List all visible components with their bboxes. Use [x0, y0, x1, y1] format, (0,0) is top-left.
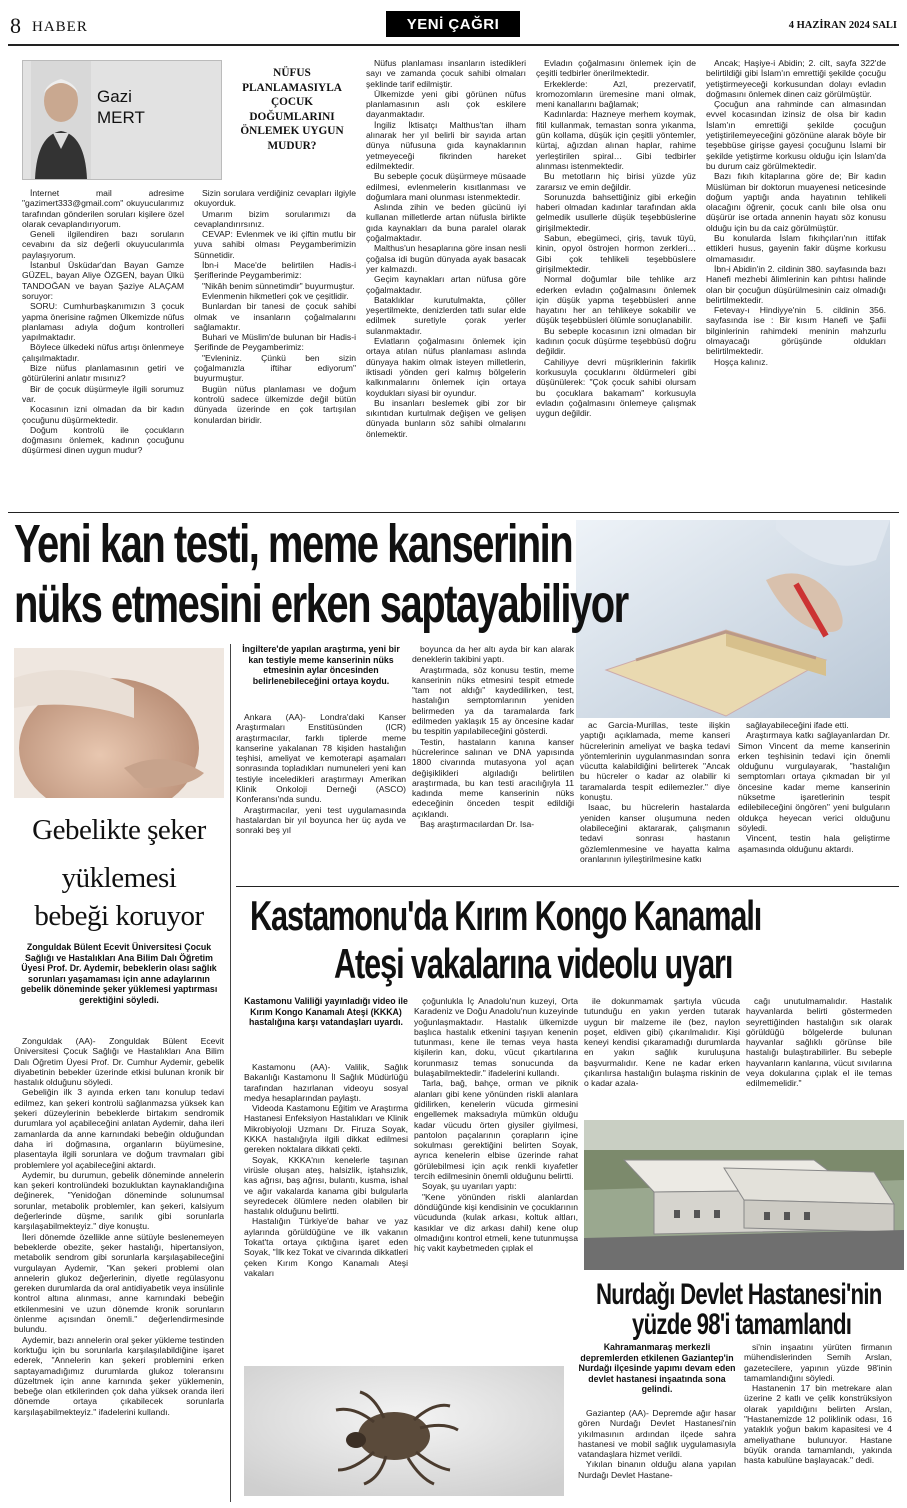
section-name: HABER — [32, 19, 88, 35]
paragraph: Gebeliğin ilk 3 ayında erken tanı konulup tedavi edilmez, kan şekeri kontrolü sağlanmazsa yüksek kan şekeri düzeylerinin bebeklerde birtakım sendromik durumlara yol açabileceğini anlatan Aydemir, daha ileri zamanlarda da anne karnındaki bebeğin olduğundan daha iri doğmasına, organların büyümesine, plasentayla ilgili sorunlara ve doğum travmaları gibi problemlere yol açabileceğini aktardı. — [14, 1087, 224, 1170]
pregnancy-headline-2: yüklemesi — [61, 862, 177, 894]
paragraph: boyunca da her altı ayda bir kan alarak deneklerin takibini yaptı. — [412, 644, 574, 665]
kkka-headline-1: Kastamonu'da Kırım Kongo Kanamalı — [250, 892, 762, 939]
kkka-col4 — [746, 996, 892, 1116]
paragraph: Araştırmacılar, yeni test uygulamasında hastalardan bir yıl boyunca her üç ayda ve sonraki beş yıl — [236, 804, 406, 836]
paragraph: Fetevay-ı Hindiyye'nin 5. cildinin 356. sayfasında ise : Bir kısım Hanefi ve Şafii bilginlerinin rahimdeki meninin mahzurlu olmayacağı görüşünde oldukları belirtilmektedir. — [706, 305, 886, 357]
paragraph: Evlenmenin hikmetleri çok ve çeşitlidir. — [202, 290, 349, 301]
hospital-headline-2: yüzde 98'i tamamlandı — [632, 1308, 852, 1341]
paragraph: İstanbul Üsküdar'dan Bayan Gamze GÜZEL, bayan Aliye ÖZGEN, bayan Ülkü TANDOĞAN ve bayan Şaziye ALAÇAM soruyor: — [22, 260, 184, 301]
paragraph: Yıkılan binanın olduğu alana yapılan Nurdağı Devlet Hastane- — [578, 1459, 736, 1480]
paragraph: Erkeklerde: Azl, prezervatif, kromozomların üremesine mani olmak, meni kanallarını bağlamak; — [536, 78, 696, 110]
paragraph: Bataklıklar kurutulmakta, çöller yeşertilmekte, denizlerden tatlı sular elde edilmek suretiyle çorak yerler sulanmaktadır. — [366, 294, 526, 336]
paragraph: Hoşça kalınız. — [714, 356, 768, 367]
newspaper-logo — [386, 11, 520, 37]
paragraph: Kadınlarda: Hazneye merhem koymak, fitil kullanmak, temastan sonra yıkanma, gün kollama, düşük için çeşitli yöntemler, kürtaj, ağızdan alınan haplar, rahime yerleştirilen spiral… Gibi tedbirler alınması istenmektedir. — [536, 109, 696, 171]
page-number: 8 — [10, 13, 21, 38]
paragraph: si'nin inşaatını yürüten firmanın mühendislerinden Semih Arslan, gazetecilere, yapının yüzde 98'inin tamamlandığını söyledi. — [744, 1342, 892, 1383]
paragraph: Tarla, bağ, bahçe, orman ve piknik alanları gibi kene yönünden riskli alanlara gidilirken, kenelerin vücuda girmesini engellemek maksadıyla mümkün olduğu kadar vücudu örten giysiler giyilmesi, pantolon paçalarının çorapların içine sokulması gerektiğini belirten Soyak, ayrıca kenelerin elbise üzerinde rahat görülebilmesi için açık renkli kıyafetler tercih edilmesinin önemli olduğunu belirtti. — [414, 1078, 578, 1182]
column-text-col3 — [366, 58, 526, 506]
cancer-col4 — [738, 720, 890, 882]
paragraph: Çocuğun ana rahminde can almasından evvel kocasından izinsiz de olsa bir kadın İslam'ın emrettiği şekilde çocuğun yetiştirilemeyeceğini gözönüne alarak böyle bir teşebbüse girişse gayesi çocuğunu İslami bir şekilde yetiştirme korkusu olduğu için İslam'da bu durum caiz görülmektedir. — [706, 99, 886, 171]
paragraph: CEVAP: Evlenmek ve iki çiftin mutlu bir yuva sahibi olması Peygamberimizin Sünnetidir. — [194, 229, 356, 260]
paragraph: Kocasının izni olmadan da bir kadın çocuğunu düşürmektedir. — [22, 404, 184, 425]
paragraph: Malthus'un hesaplarına göre insan nesli çoğalsa idi bugün dünyada ayak basacak yer kalmazdı. — [366, 243, 526, 274]
paragraph: Bize nüfus planlamasının getiri ve götürülerini anlatır mısınız? — [22, 363, 184, 384]
pregnancy-photo — [14, 648, 224, 798]
paragraph: Baş araştırmacılardan Dr. Isa- — [420, 819, 535, 830]
paragraph: Sorunuzda bahsettiğiniz gibi erkeğin haberi olmadan kadınlar tarafından akla gelmedik usullerle düşük teşebbüslerine girişilmektedir. — [536, 191, 696, 233]
column-text-col5 — [706, 58, 886, 506]
pregnancy-headline-3: bebeği koruyor — [34, 900, 204, 932]
author-first-name: Gazi — [97, 87, 132, 106]
paragraph: Hastalığın Türkiye'de bahar ve yaz aylarında görüldüğüne ve ilk vakanın Tokat'ta ortaya çıktığına işaret eden Soyak, "İlk kez Tokat ve civarında dikkatleri çeken Kırım Kongo Kanamalı Ateşi vakaları — [244, 1216, 408, 1278]
paragraph: Bir de çocuk düşürmeyle ilgili sorumuz var. — [22, 383, 184, 404]
issue-date: 4 HAZİRAN 2024 SALI — [788, 20, 897, 31]
paragraph: ac Garcia-Murillas, teste ilişkin yaptığı açıklamada, meme kanseri hücrelerinin ameliyat ve başka tedavi yöntemlerinin uygulanmasından sonra vücutta kalabildiğini belirterek "Ancak bu hücreler o kadar az olabilir ki taramalarda tespit edilemezler." diye konuştu. — [580, 720, 730, 803]
kkka-col1 — [244, 1062, 408, 1360]
paragraph: Aydemir, bazı annelerin oral şeker yükleme testinden korktuğu için bu sorunlarla karşılaşılabildiğine işaret ederek, "Annelerin kan şekeri problemini erken saptayamadığımız durumlarda glukoz toleransını düzeltmek için anne karnında şeker yüklemenin, bebeğe olan etkilerinden çok daha yüksek oranda ileri dönemde ortaya çıkabilecek sorunlarla karşılaşabilmekteyiz." ifadelerini kullandı. — [14, 1334, 224, 1417]
paragraph: Sizin sorulara verdiğiniz cevapları ilgiyle okuyorduk. — [194, 188, 356, 209]
paragraph: "Evleniniz. Çünkü ben sizin çoğalmanızla iftihar ediyorum" buyurmuştur. — [194, 352, 356, 384]
column-text-col2 — [194, 188, 356, 506]
paragraph: Geneli ilgilendiren bazı soruların cevabını da siz değerli okuyucularımla paylaşıyorum. — [22, 229, 184, 260]
paragraph: Ancak; Haşiye-i Abidin; 2. cilt, sayfa 322'de belirtildiği gibi İslam'ın emrettiği şekilde çocuğu yetiştirmeyeceği korkusundan dolayı evladın doğmasını önlemek dinen caiz görülmüştür. — [706, 58, 886, 99]
hospital-headline-1: Nurdağı Devlet Hastanesi'nin — [596, 1278, 882, 1311]
paragraph: SORU: Cumhurbaşkanımızın 3 çocuk yapma önerisine rağmen Ülkemizde nüfus planlaması adıyla doğum kontrolleri yapılmaktadır. — [22, 301, 184, 343]
cancer-col3 — [580, 720, 730, 882]
tick-photo — [244, 1366, 564, 1496]
cancer-headline-1: Yeni kan testi, meme kanserinin — [14, 514, 573, 574]
paragraph: Bugün nüfus planlaması ve doğum kontrolü sadece ülkemizde değil bütün dünyada üzerinde en çok tartışılan konulardan biridir. — [194, 383, 356, 425]
kkka-col3 — [584, 996, 740, 1116]
paragraph: Araştırmaya katkı sağlayanlardan Dr. Simon Vincent da meme kanserinin erken teşhisinin tedavi için önemli olduğunu vurgulayarak, "hastalığın semptomları ortaya çıkmadan bir yıl öncesine kadar meme kanserinin nüksetme işaretlerinin tespit edilebileceğini öngören" yeni bulguların oldukça heyecan verici olduğunu söyledi. — [738, 730, 890, 833]
header-rule — [8, 44, 899, 46]
paragraph: Böylece ülkedeki nüfus artışı önlenmeye çalışılmaktadır. — [22, 342, 184, 363]
paragraph: Bazı fıkıh kitaplarına göre de; Bir kadın Müslüman bir doktorun muayenesi neticesinde doğum yaptığı anda hayatının tehlikeli olacağını öğrenir, çocuk canlı bile olsa onu düşürür ise ortada annenin hayatı söz konusu olduğu için bu da caiz görülmüştür. — [706, 171, 886, 233]
author-last-name: MERT — [97, 108, 145, 127]
paragraph: Videoda Kastamonu Eğitim ve Araştırma Hastanesi Enfeksiyon Hastalıkları ve Klinik Mikrobiyoloji Uzmanı Dr. Firuza Soyak, KKKA hastalığıyla ilgili dikkat edilmesi gereken noktalara dikkati çekti. — [244, 1103, 408, 1155]
column-title: NÜFUS PLANLAMASIYLA ÇOCUK DOĞUMLARINI ÖNLEMEK UYGUN MUDUR? — [240, 67, 344, 152]
pregnancy-body — [14, 1036, 224, 1502]
pregnancy-lead: Zonguldak Bülent Ecevit Üniversitesi Çocuk Sağlığı ve Hastalıkları Ana Bilim Dalı Öğretim Üyesi Prof. Dr. Aydemir, bebeklerin olası sağlık sorunları yaşamaması için anne adaylarının gebelik döneminde şeker yüklemesi yaptırması gerektiğini söyledi. — [20, 942, 218, 1005]
cancer-lead: İngiltere'de yapılan araştırma, yeni bir kan testiyle meme kanserinin nüks etmesinin aylar öncesinden belirlenebileceğini ortaya koydu. — [242, 644, 400, 686]
paragraph: İbn-i Abidin'in 2. cildinin 380. sayfasında bazı Hanefi mezhebi âlimlerinin kan pıhtısı halinde olan bir çocuğun düşürülmesinin caiz olmadığı belirtilmektedir. — [706, 263, 886, 305]
paragraph: İngiliz İktisatçı Malthus'tan ilham alınarak her yıl belirli bir sayıda artan dünya nüfusuna gıda kaynaklarının yetmeyeceği fikrinden hareket edilmektedir. — [366, 119, 526, 171]
paragraph: Nüfus planlaması insanların istedikleri sayı ve zamanda çocuk sahibi olmaları şeklinde tarif edilmiştir. — [366, 58, 526, 89]
paragraph: Umarım bizim sorularımızı da cevaplandırırsınız. — [194, 208, 356, 229]
pregnancy-headline-1: Gebelikte şeker — [32, 814, 206, 846]
paragraph: "Nikâh benim sünnetimdir" buyurmuştur. — [202, 280, 355, 291]
cancer-col1 — [236, 712, 406, 882]
paragraph: Cahiliyye devri müşriklerinin fakirlik korkusuyla çocuklarını öldürmeleri gibi düşünülerek: "Çok çocuk sahibi olursam bu çocuklara bakamam" korkusuyla evladın çoğalmasını önlemeye çalışmak uygun değildir. — [536, 356, 696, 419]
kkka-lead: Kastamonu Valiliği yayınladığı video ile Kırım Kongo Kanamalı Ateşi (KKKA) hastalığına karşı vatandaşları uyardı. — [244, 996, 408, 1028]
paragraph: "Kene yönünden riskli alanlardan döndüğünde kişi kendisinin ve çocuklarının vücudunda (kulak arkası, koltuk altları, kasıklar ve diz arkası dahil) kene olup olmadığını kontrol etmeli, kene tutunmuşsa hiç vakit kaybetmeden çıplak el — [414, 1191, 578, 1254]
paragraph: Araştırmada, söz konusu testin, meme kanserinin nüks etmesini tespit etmede "tam not aldığı" kaydedilirken, test, hastalığın semptomlarının yeniden belirmeden ya da taramalarda fark edilmeden yaklaşık 15 ay öncesine kadar bu tespitin yapılabileceğini gösterdi. — [412, 664, 574, 737]
column-text-col4 — [536, 58, 696, 506]
paragraph: Bu sebeple kocasının izni olmadan bir kadının çocuk düşürme teşebbüsü doğru değildir. — [536, 325, 696, 357]
paragraph: Doğum kontrolü ile çocukların doğmasını önlemek, kadının çocuğunu düşürmesi dinen uygun mudur? — [22, 424, 184, 456]
author-box — [22, 60, 222, 180]
column-text-col1 — [22, 188, 184, 506]
paragraph: Bu konularda İslam fıkıhçıları'nın ittifak ettikleri husus, gayenin fakir düşme korkusu olmamasıdır. — [706, 233, 886, 264]
paragraph: Ankara (AA)- Londra'daki Kanser Araştırmaları Enstitüsünden (ICR) araştırmacılar, farklı tiplerde meme kanserine yakalanan 78 kişiden hastalığın teşhisi, ameliyat ve kemoterapi aşamaları sonrasında topladıkları numuneleri yeni kan testiyle inceledikleri araştırmayı Amerikan Klinik Onkoloji Derneği (ASCO) Konferansı'nda sundu. — [236, 712, 406, 805]
paragraph: Geçim kaynakları artan nüfusa göre çoğalmaktadır. — [366, 274, 526, 295]
kkka-headline-2: Ateşi vakalarına videolu uyarı — [334, 940, 733, 987]
cancer-bottom-rule — [236, 886, 899, 887]
logo-text: YENİ ÇAĞRI — [406, 15, 500, 33]
paragraph: Bu sebeple çocuk düşürmeye müsaade edilmesi, evlenmelerin kısıtlanması ve doğumlara mani olunması istenmektedir. — [366, 171, 526, 202]
paragraph: Bunlardan bir tanesi de çocuk sahibi olmak ve insanların çoğalmalarını sağlamaktır. — [194, 301, 356, 332]
paragraph: Soyak, KKKA'nın kenelerle taşınan virüsle oluşan ateş, halsizlik, iştahsızlık, kas ağrısı, baş ağrısı, bulantı, kusma, ishal ve ağır vakalarda kanama gibi bulgularla seyredecek ölümlere neden olabilen bir hastalık olduğunu belirtti. — [244, 1154, 408, 1217]
paragraph: Zonguldak (AA)- Zonguldak Bülent Ecevit Üniversitesi Çocuk Sağlığı ve Hastalıkları Ana Bilim Dalı Öğretim Üyesi Prof. Dr. Cumhur Aydemir, gebelik diyabetinin bebekler üzerinde etkisi bulunan kronik bir hastalık olduğunu söyledi. — [14, 1036, 224, 1088]
paragraph: Aslında zihin ve beden gücünü iyi kullanan milletlerde artan nüfusla birlikte gıda kaynakları da buna paralel olarak çoğalmaktadır. — [366, 202, 526, 244]
paragraph: Normal doğumlar bile tehlike arz ederken evladın çoğalmasını önlemek için düşük yapma teşebbüsleri anne hayatını her an tehlikeye sokabilir ve düşük teşebbüsleri ölümle sonuçlanabilir. — [536, 274, 696, 326]
paragraph: Gaziantep (AA)- Depremde ağır hasar gören Nurdağı Devlet Hastanesi'nin yıkılmasının ardından ilçede sahra hastanesi ve mobil sağlık uygulamasıyla vatandaşlara hizmet verildi. — [578, 1408, 736, 1460]
hospital-lead: Kahramanmaraş merkezli depremlerden etkilenen Gaziantep'in Nurdağı ilçesinde yapımı devam eden devlet hastanesi inşaatında sona gelindi. — [578, 1342, 736, 1395]
kkka-col2 — [414, 996, 578, 1360]
paragraph: Hastanenin 17 bin metrekare alan üzerine 2 katlı ve çelik konstrüksiyon olarak yapıldığını belirten Arslan, "Hastanemizde 12 poliklinik odası, 16 yataklık yoğun bakım kapasitesi ve 4 ameliyathane bulunuyor. Hastane büyük oranda tamamlandı, yakında hasta kabulüne başlayacak." dedi. — [744, 1383, 892, 1466]
paragraph: Bu insanları beslemek gibi zor bir sıkıntıdan kurtulmak değişen ve gelişen dünyada bunların söz sahibi olmalarını önlemektir. — [366, 397, 526, 439]
paragraph: sağlayabileceğini ifade etti. — [746, 720, 849, 730]
paragraph: Isaac, bu hücrelerin hastalarda yeniden kanser oluşumuna neden olabileceğini aktararak, çalışmanın tedavi sonrası hastanın gözlemlenmesine ve hayatta kalma oranlarının iyileştirilmesine katkı — [580, 802, 730, 864]
hospital-col1 — [578, 1408, 736, 1502]
paragraph: İnternet mail adresime "gazimert333@gmail.com" okuyucularımız tarafından gönderilen soruları kişilere özel olarak cevaplandırıyorum. — [22, 188, 184, 229]
paragraph: cağı unutulmamalıdır. Hastalık hayvanlarda belirti göstermeden seyrettiğinden hastalığın sık olarak görüldüğü bölgelerde bulunan hayvanlar sağlıklı görünse bile hastalığı bulaştırabilirler. Bu sebeple hayvanların kanlarına, vücut sıvılarına veya dokularına çıplak el ile temas edilmemelidir." — [746, 996, 892, 1089]
paragraph: Evladın çoğalmasını önlemek için de çeşitli tedbirler önerilmektedir. — [536, 58, 696, 79]
paragraph: İleri dönemde özellikle anne sütüyle beslenemeyen bebeklerde obezite, şeker hastalığı, hipertansiyon, metabolik sendrom gibi sorunlarla karşılaşabileceğini vurgulayan Aydemir, "Kan şekeri problemi olan annelerin glukoz değerlerinin, diyetle regülasyonu gereken durumlarda da oral antidiyabetik veya insülinle kontrol altına alınması, anne karnındaki bebeğin etkilenmesini ve uzun dönemde kronik sorunların önlenme açısından önemli." değerlendirmesinde bulundu. — [14, 1231, 224, 1335]
paragraph: Bu metotların hiç birisi yüzde yüz zararsız ve emin değildir. — [536, 171, 696, 192]
cancer-headline-2: nüks etmesini erken saptayabiliyor — [14, 574, 628, 634]
paragraph: Ülkemizde yeni gibi görünen nüfus planlamasının aslı çok eskilere dayanmaktadır. — [366, 88, 526, 120]
paragraph: Soyak, şu uyarıları yaptı: — [422, 1181, 517, 1192]
column-bottom-rule — [8, 512, 899, 513]
pregnancy-divider — [230, 644, 231, 1502]
paragraph: Testin, hastaların kanına kanser hücrelerince salınan ve DNA yapısında 1800 civarında mutasyona yol açan değişiklikleri algıladığı belirtilen araştırmada, bu kan testi aracılığıyla 11 kadında meme kanserinin nüks edeceğinin önceden tespit edildiği açıklandı. — [412, 736, 574, 819]
paragraph: Sabun, ebegümeci, çiriş, tavuk tüyü, kinin, opyol östrojen hormon zerkleri… Gibi çok tehlikeli teşebbüslere girişilmektedir. — [536, 233, 696, 274]
paragraph: Evlatların çoğalmasını önlemek için ortaya atılan nüfus planlaması aslında dünyaya hakim olmak isteyen milletlerin, iktisadi yönden geri kalmış bölgelerin kalkınmalarını önlemek için ortaya koydukları siyasi bir oyundur. — [366, 336, 526, 398]
paragraph: Aydemir, bu durumun, gebelik döneminde annelerin kan şekeri kontrolündeki bozukluktan kaynaklandığına değinerek, "Yenidoğan döneminde solunumsal sorunlar, metabolik problemler, kan şekeri, kalsiyum değerlerinde düşme, sarılık gibi sorunlarla karşılaşabilmekteyiz." diye konuştu. — [14, 1169, 224, 1232]
paragraph: ile dokunmamak şartıyla vücuda tutunduğu en yakın yerden tutarak uygun bir malzeme ile (bez, naylon poşet, eldiven gibi) çıkarılmalıdır. Kişi keneyi kendisi çıkaramadığı durumlarda en yakın sağlık kuruluşuna başvurmalıdır. Kene ne kadar erken çıkarılırsa hastalığın bulaşma riskinin de o kadar azala- — [584, 996, 740, 1089]
paragraph: Vincent, testin hala geliştirme aşamasında olduğunu aktardı. — [738, 833, 890, 854]
paragraph: İbn-i Mace'de belirtilen Hadis-i Şeriflerinde Peygamberimiz: — [194, 260, 356, 281]
cancer-col2 — [412, 644, 574, 882]
paragraph: Kastamonu (AA)- Valilik, Sağlık Bakanlığı Kastamonu İl Sağlık Müdürlüğü tarafından hazırlanan videoyu sosyal medya hesaplarından paylaştı. — [244, 1062, 408, 1103]
paragraph: Buhari ve Müslim'de bulunan bir Hadis-i Şerifinde de Peygamberimiz: — [194, 332, 356, 353]
author-photo — [31, 61, 91, 179]
hospital-col2 — [744, 1342, 892, 1502]
paragraph: çoğunlukla İç Anadolu'nun kuzeyi, Orta Karadeniz ve Doğu Anadolu'nun kuzeyinde yoğunlaşmaktadır. Hastalık ülkemizde başlıca hastalık etkenini taşıyan kenenin tutunması, kene ile temas veya hasta kişilerin kan, doku, vücut çıkartılarına korunmasız temas sonucunda da bulaşabilmektedir." ifadelerini kullandı. — [414, 996, 578, 1079]
hospital-photo — [584, 1120, 904, 1270]
